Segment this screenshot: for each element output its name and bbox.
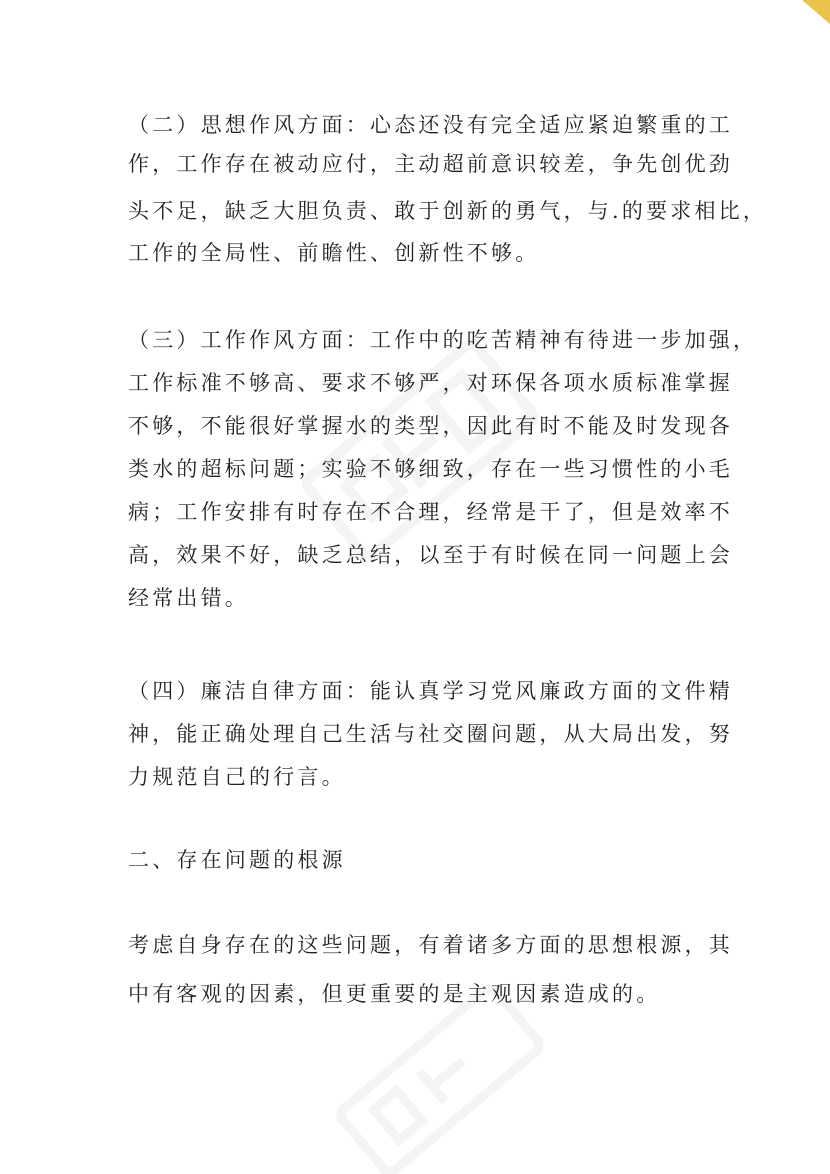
- section-4-line-3: 力规范自己的行言。: [128, 765, 346, 789]
- section-3-line-4: 类水的超标问题；实验不够细致，存在一些习惯性的小毛: [128, 457, 733, 481]
- section-2-line-4: 工作的全局性、前瞻性、创新性不够。: [128, 241, 540, 265]
- section-3-line-1: （三）工作作风方面：工作中的吃苦精神有待进一步加强，: [128, 328, 758, 352]
- section-2-line-2: 作，工作存在被动应付，主动超前意识较差，争先创优劲: [128, 152, 733, 176]
- section-4-line-2: 神，能正确处理自己生活与社交圈问题，从大局出发，努: [128, 722, 733, 746]
- section-2-line-1: （二）思想作风方面：心态还没有完全适应紧迫繁重的工: [128, 113, 733, 137]
- section-3-line-7: 经常出错。: [128, 586, 249, 610]
- root-paragraph-line-1: 考虑自身存在的这些问题，有着诸多方面的思想根源，其: [128, 933, 733, 957]
- section-2-line-3: 头不足，缺乏大胆负责、敢于创新的勇气，与.的要求相比，: [128, 199, 768, 223]
- section-3-line-2: 工作标准不够高、要求不够严，对环保各项水质标准掌握: [128, 371, 733, 395]
- section-3-line-3: 不够，不能很好掌握水的类型，因此有时不能及时发现各: [128, 414, 733, 438]
- heading-problem-root: 二、存在问题的根源: [128, 848, 346, 872]
- section-4-line-1: （四）廉洁自律方面：能认真学习党风廉政方面的文件精: [128, 679, 733, 703]
- section-3-line-6: 高，效果不好，缺乏总结，以至于有时候在同一问题上会: [128, 543, 733, 567]
- watermark-logo-icon-bottom: [310, 980, 570, 1174]
- root-paragraph-line-2: 中有客观的因素，但更重要的是主观因素造成的。: [128, 982, 661, 1006]
- section-3-line-5: 病；工作安排有时存在不合理，经常是干了，但是效率不: [128, 500, 733, 524]
- corner-badge-icon: [796, 0, 830, 30]
